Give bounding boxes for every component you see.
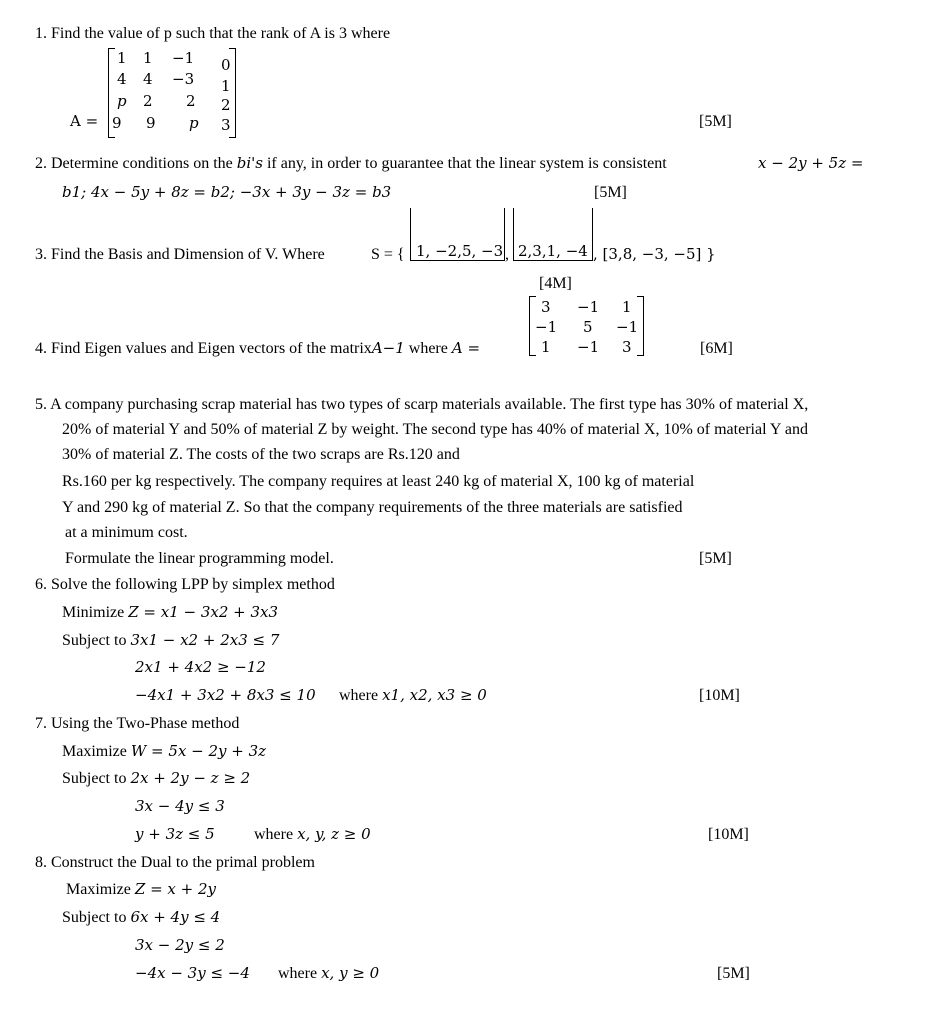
constraint: 3x1 − x2 + 2x3 ≤ 7 <box>130 631 280 649</box>
objective: Z = x + 2y <box>134 880 216 898</box>
q6-heading: 6. Solve the following LPP by simplex method <box>35 576 335 593</box>
q8-objective-line <box>66 882 216 898</box>
q4-ainv: A−1 <box>371 339 405 357</box>
q5-line: 5. A company purchasing scrap material has two types of scarp materials available. The first type has 30% of material X, <box>35 396 809 413</box>
q8-constraint-line <box>135 966 250 982</box>
vector-entries: 1, −2,5, −3 <box>416 242 504 260</box>
matrix-cell: 2 <box>221 96 231 114</box>
matrix-cell: 1 <box>117 49 127 67</box>
constraint: y + 3z ≤ 5 <box>135 825 215 843</box>
matrix-cell: −3 <box>172 70 195 88</box>
subject-to-label: Subject to <box>62 632 127 649</box>
matrix-cell: 4 <box>143 70 153 88</box>
q8-nonneg-line <box>278 966 379 982</box>
matrix-cell: p <box>189 114 199 132</box>
where-label: where <box>339 687 379 704</box>
matrix-cell: 9 <box>112 114 122 132</box>
matrix-cell: 4 <box>117 70 127 88</box>
q7-objective-line <box>62 744 266 760</box>
q7-constraint-line <box>62 771 250 787</box>
q1-matrix-label: A = <box>70 112 99 130</box>
matrix-cell: p <box>117 92 127 110</box>
where-label: where <box>278 965 318 982</box>
vector-entries: 2,3,1, −4 <box>518 242 588 260</box>
q5-line: Formulate the linear programming model. <box>65 550 334 567</box>
q7-constraint-line <box>135 799 225 815</box>
q1-matrix <box>108 48 236 138</box>
q5-line: 30% of material Z. The costs of the two scraps are Rs.120 and <box>62 446 460 463</box>
where-label: where <box>254 826 294 843</box>
q4-marks: [6M] <box>700 340 733 357</box>
nonneg: x1, x2, x3 ≥ 0 <box>382 686 487 704</box>
matrix-cell: −1 <box>535 318 558 336</box>
matrix-cell: 1 <box>541 338 551 356</box>
q5-line: Y and 290 kg of material Z. So that the company requirements of the three materials are satisfied <box>62 499 683 516</box>
q5-marks: [5M] <box>699 550 732 567</box>
objective: W = 5x − 2y + 3z <box>130 742 267 760</box>
matrix-cell: 0 <box>221 56 231 74</box>
maximize-label: Maximize <box>62 743 127 760</box>
matrix-cell: 3 <box>622 338 632 356</box>
q7-heading: 7. Using the Two-Phase method <box>35 715 240 732</box>
matrix-cell: −1 <box>616 318 639 336</box>
q2-equation-part1: x − 2y + 5z = <box>758 154 864 172</box>
matrix-cell: 3 <box>541 298 551 316</box>
q2-marks: [5M] <box>594 184 627 201</box>
matrix-cell: 9 <box>146 114 156 132</box>
q3-text: 3. Find the Basis and Dimension of V. Where <box>35 246 325 263</box>
q7-nonneg-line <box>254 827 371 843</box>
q7-constraint-line <box>135 827 215 843</box>
q5-line: at a minimum cost. <box>65 524 188 541</box>
nonneg: x, y, z ≥ 0 <box>297 825 371 843</box>
q6-marks: [10M] <box>699 687 740 704</box>
q3-vector-3: , [3,8, −3, −5] } <box>593 245 716 263</box>
constraint: 3x − 4y ≤ 3 <box>135 797 225 815</box>
nonneg: x, y ≥ 0 <box>321 964 380 982</box>
matrix-cell: 1 <box>143 49 153 67</box>
q6-objective-line <box>62 605 278 621</box>
matrix-cell: 3 <box>221 116 231 134</box>
maximize-label: Maximize <box>66 881 131 898</box>
matrix-cell: 2 <box>186 92 196 110</box>
q4-where: where <box>408 340 448 357</box>
q7-marks: [10M] <box>708 826 749 843</box>
q2-line1 <box>35 156 667 172</box>
q4-matrix <box>529 296 644 356</box>
constraint: 3x − 2y ≤ 2 <box>135 936 225 954</box>
q2-text2: if any, in order to guarantee that the linear system is consistent <box>266 155 667 172</box>
q3-marks: [4M] <box>539 275 572 292</box>
q6-constraint-line <box>135 688 316 704</box>
matrix-cell: 1 <box>622 298 632 316</box>
q4-text: 4. Find Eigen values and Eigen vectors of the matrix <box>35 340 372 357</box>
minimize-label: Minimize <box>62 604 125 621</box>
q3-vector-1 <box>410 208 505 261</box>
q1-marks: [5M] <box>699 113 732 130</box>
q4-matrix-label: A = <box>451 339 481 357</box>
q6-nonneg-line <box>339 688 487 704</box>
q4-line <box>35 341 480 357</box>
objective: Z = x1 − 3x2 + 3x3 <box>128 603 279 621</box>
matrix-cell: −1 <box>172 49 195 67</box>
q6-constraint-line <box>135 660 266 676</box>
matrix-cell: −1 <box>577 338 600 356</box>
constraint: −4x − 3y ≤ −4 <box>135 964 250 982</box>
q8-heading: 8. Construct the Dual to the primal problem <box>35 854 315 871</box>
matrix-cell: 2 <box>143 92 153 110</box>
q5-line: 20% of material Y and 50% of material Z by weight. The second type has 40% of material X, 10% of material Y and <box>62 421 808 438</box>
q8-constraint-line <box>62 910 220 926</box>
subject-to-label: Subject to <box>62 909 127 926</box>
q8-marks: [5M] <box>717 965 750 982</box>
constraint: 2x + 2y − z ≥ 2 <box>130 769 251 787</box>
constraint: 2x1 + 4x2 ≥ −12 <box>135 658 266 676</box>
q1-text: 1. Find the value of p such that the rank of A is 3 where <box>35 25 391 42</box>
q8-constraint-line <box>135 938 225 954</box>
q6-constraint-line <box>62 633 279 649</box>
q2-bi-label: bi's <box>236 154 263 172</box>
q2-equation-part2: b1; 4x − 5y + 8z = b2; −3x + 3y − 3z = b3 <box>62 183 392 201</box>
q3-vector-2 <box>513 208 593 261</box>
constraint: 6x + 4y ≤ 4 <box>130 908 221 926</box>
comma: , <box>505 246 509 263</box>
q2-text: 2. Determine conditions on the <box>35 155 233 172</box>
constraint: −4x1 + 3x2 + 8x3 ≤ 10 <box>135 686 316 704</box>
q5-line: Rs.160 per kg respectively. The company requires at least 240 kg of material X, 100 kg of material <box>62 473 695 490</box>
matrix-cell: −1 <box>577 298 600 316</box>
matrix-cell: 5 <box>583 318 593 336</box>
q3-set-open: S = { <box>371 246 405 263</box>
matrix-cell: 1 <box>221 77 231 95</box>
subject-to-label: Subject to <box>62 770 127 787</box>
